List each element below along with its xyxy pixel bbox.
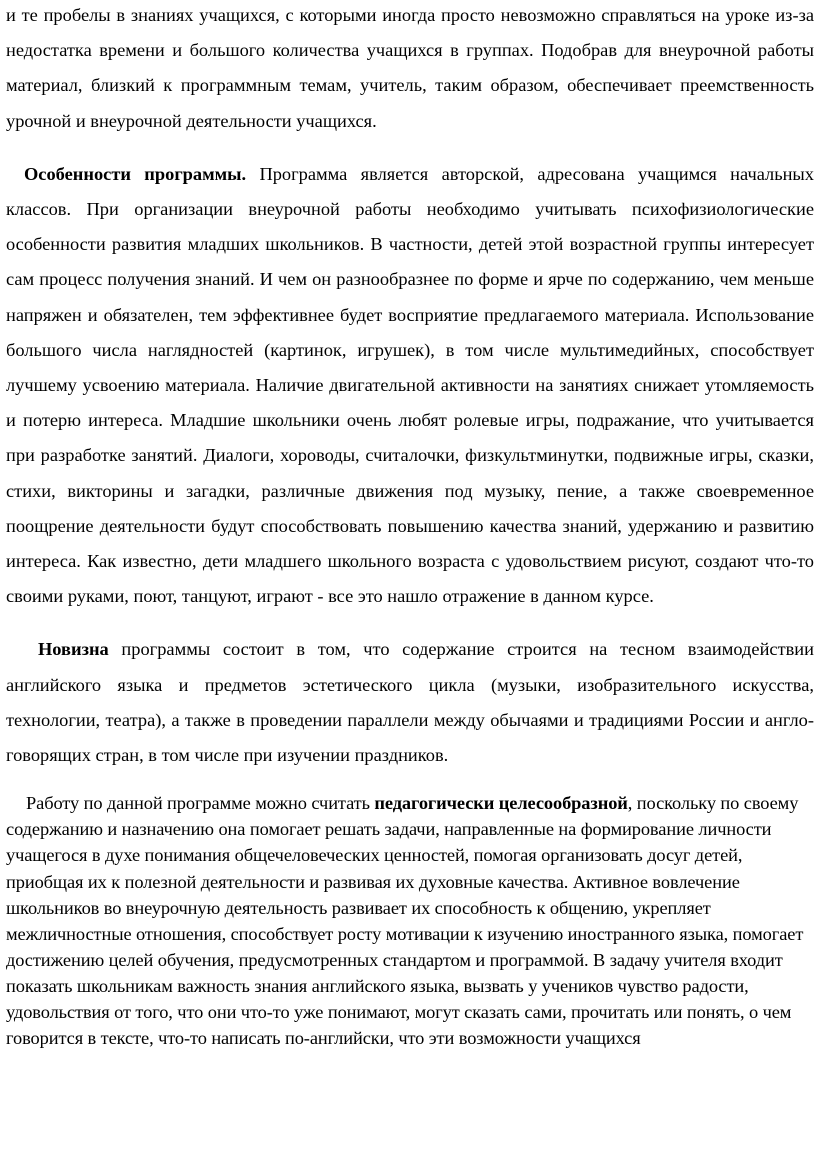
document-page (6, 0, 814, 1051)
pedagogical-emphasis: педагогически целесообразной (374, 793, 628, 814)
pedagogical-text-rest: , поскольку по своему содержанию и назначению она помогает решать задачи, направленные на формирование личности учащегося в духе понимания общечеловеческих ценностей, помогая организовать досуг детей, приобщая их к полезной деятельности и развивая их духовные качества. Активное вовлечение школьников во внеурочную деятельность развивает их способность к общению, укрепляет межличностные отношения, способствует росту мотивации к изучению иностранного языка, помогает достижению целей обучения, предусмотренных стандартом и программой. В задачу учителя входит показать школьникам важность знания английского языка, вызвать у учеников чувство радости, удовольствия от того, что они что-то уже понимают, могут сказать сами, прочитать или понять, о чем говорится в тексте, что-то написать по-английски, что эти возможности учащихся (6, 793, 804, 1049)
paragraph-novelty (6, 632, 814, 773)
program-features-text: Программа является авторской, адресована учащимся начальных классов. При организации внеурочной работы необходимо учитывать психофизиологические особенности развития младших школьников. В частности, детей этой возрастной группы интересует сам процесс получения знаний. И чем он разнообразнее по форме и ярче по содержанию, чем меньше напряжен и обязателен, тем эффективнее будет восприятие предлагаемого материала. Использование большого числа наглядностей (картинок, игрушек), в том числе мультимедийных, способствует лучшему усвоению материала. Наличие двигательной активности на занятиях снижает утомляемость и потерю интереса. Младшие школьники очень любят ролевые игры, подражание, что учитывается при разработке занятий. Диалоги, хороводы, считалочки, физкультминутки, подвижные игры, сказки, стихи, викторины и загадки, различные движения под музыку, пение, а также своевременное поощрение деятельности будут способствовать повышению качества знаний, удержанию и развитию интереса. Как известно, дети младшего школьного возраста с удовольствием рисуют, создают что-то своими руками, поют, танцуют, играют - все это нашло отражение в данном курсе. (6, 163, 814, 607)
paragraph-continuation: и те пробелы в знаниях учащихся, с которыми иногда просто невозможно справляться на уроке из-за недостатка времени и большого количества учащихся в группах. Подобрав для внеурочной работы материал, близкий к программным темам, учитель, таким образом, обеспечивает преемственность урочной и внеурочной деятельности учащихся. (6, 5, 814, 131)
novelty-text: программы состоит в том, что содержание строится на тесном взаимодействии английского языка и предметов эстетического цикла (музыки, изобразительного искусства, технологии, театра), а также в проведении параллели между обычаями и традициями России и англо-говорящих стран, в том числе при изучении праздников. (6, 639, 814, 766)
paragraph-program-features (6, 157, 814, 615)
heading-program-features: Особенности программы. (24, 163, 247, 184)
pedagogical-text-start: Работу по данной программе можно считать (26, 793, 375, 814)
paragraph-pedagogical-value (6, 790, 814, 1051)
heading-novelty: Новизна (38, 639, 109, 660)
